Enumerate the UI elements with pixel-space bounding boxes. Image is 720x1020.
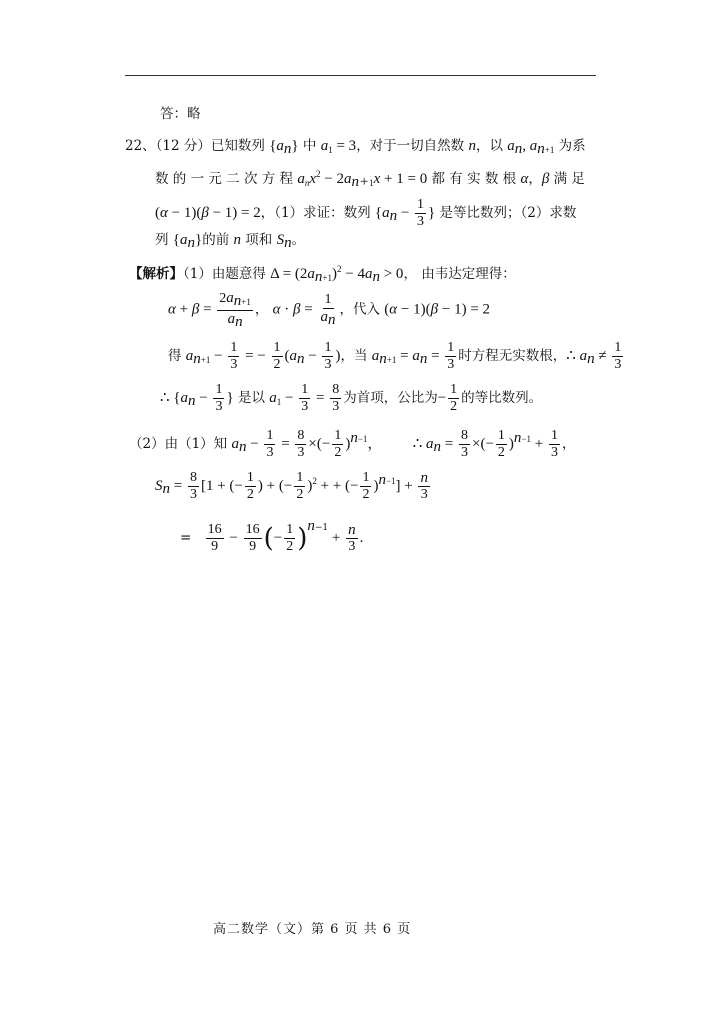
text: （1）由题意得 <box>183 266 266 282</box>
text: （1）求证：数列 <box>274 205 371 221</box>
solution-line-4: ∴ {$a_n$ − $\frac{1}{3}$ } 是以 $a_1$ − $\frac{1}{3}$ = $\frac{8}{3}$ 为首项，公比为− $\frac{1}{2}$ 的等比数列。 <box>160 382 543 414</box>
problem-line-3: (α − 1)(β − 1) = 2，（1）求证：数列 {$a_n$ − $\frac{1}{3}$ } 是等比数列；（2）求数 <box>155 197 577 229</box>
problem-points: （12 分） <box>155 138 211 154</box>
problem-line-2: 数 的 一 元 二 次 方 程 $a_nx^2 - 2a_{n+1}x + 1 = 0$ 都 有 实 数 根 α，β 满 足 <box>155 169 585 190</box>
text: 数 的 一 元 二 次 方 程 <box>155 171 294 187</box>
problem-line-4: 列 $\{a_n\}$的前 n 项和 $S_n$。 <box>155 232 306 251</box>
text: 的前 <box>202 232 230 248</box>
problem-line-1: 22、（12 分）已知数列 $\{a_n\}$ 中 $a_1 = 3$，对于一切自然数 n，以 $a_n$, $a_{n+1}$ 为系 <box>125 138 586 157</box>
text: 为首项，公比为 <box>343 390 438 406</box>
answer-omitted: 答：略 <box>160 106 201 122</box>
solution-line-3: 得 $a_{n+1}$ − $\frac{1}{3}$ = − $\frac{1}{2}$ ($a_n$ − $\frac{1}{3}$ )，当 $a_{n+1} = a_n$ = $\frac{1}{3}$ 时方程无实数根，∴ $a_n$ ≠ $\frac{1}{3}$ <box>168 340 622 372</box>
text: （2）由（1）知 <box>129 436 228 452</box>
solution-line-6: $S_n$ = $\frac{8}{3}$ [1 + (− $\frac{1}{2}$ ) + (− $\frac{1}{2}$ )$^2$ + + (− $\frac{1}{2}$ )$^{n-1}$] + $\frac{n}{3}$ <box>155 470 428 502</box>
text: 是等比数列；（2）求数 <box>439 205 577 221</box>
header-rule <box>125 75 596 76</box>
solution-label: 【解析】 <box>129 266 183 282</box>
text: 已知数列 <box>210 138 265 154</box>
text: 是以 <box>237 390 265 406</box>
text: 列 <box>155 232 169 248</box>
page-footer: 高二数学（文）第 6 页 共 6 页 <box>213 922 412 937</box>
problem-number: 22、 <box>125 138 156 154</box>
text: 为系 <box>558 138 586 154</box>
solution-line-2: α + β = $\frac{2a_{n+1}}{a_n}$ ， α · β = $\frac{1}{a_n}$ ，代入 (α − 1)(β − 1) = 2 <box>168 290 491 330</box>
text: ，以 <box>475 138 503 154</box>
text: ， 由韦达定理得： <box>403 266 516 282</box>
solution-line-5: （2）由（1）知 $a_n$ − $\frac{1}{3}$ = $\frac{8}{3}$ ×(− $\frac{1}{2}$ )$^{n-1}$， ∴ $a_n$ = $\frac{8}{3}$ ×(− $\frac{1}{2}$ )$^{n-1}$ + $\frac{1}{3}$ ， <box>129 428 576 460</box>
solution-line-1: 【解析】（1）由题意得 $\Delta = (2a_{n+1})^2 - 4a_n > 0$， 由韦达定理得： <box>129 264 516 285</box>
text: 。 <box>291 232 306 248</box>
text: 项和 <box>245 232 273 248</box>
text: ，代入 <box>339 301 380 318</box>
text: = <box>180 530 192 546</box>
solution-line-7: = $\frac{16}{9}$ − $\frac{16}{9}$ (− $\frac{1}{2}$ )$^{n-1}$ + $\frac{n}{3}$ . <box>180 518 364 554</box>
text: 的等比数列。 <box>461 390 543 406</box>
text: ，对于一切自然数 <box>356 138 465 154</box>
text: 都 有 实 数 根 <box>431 171 517 187</box>
text: 满 足 <box>553 171 585 187</box>
text: 时方程无实数根， <box>458 348 567 364</box>
text: 中 <box>302 138 317 154</box>
text: 得 <box>168 348 182 364</box>
text: ，当 <box>340 348 368 364</box>
